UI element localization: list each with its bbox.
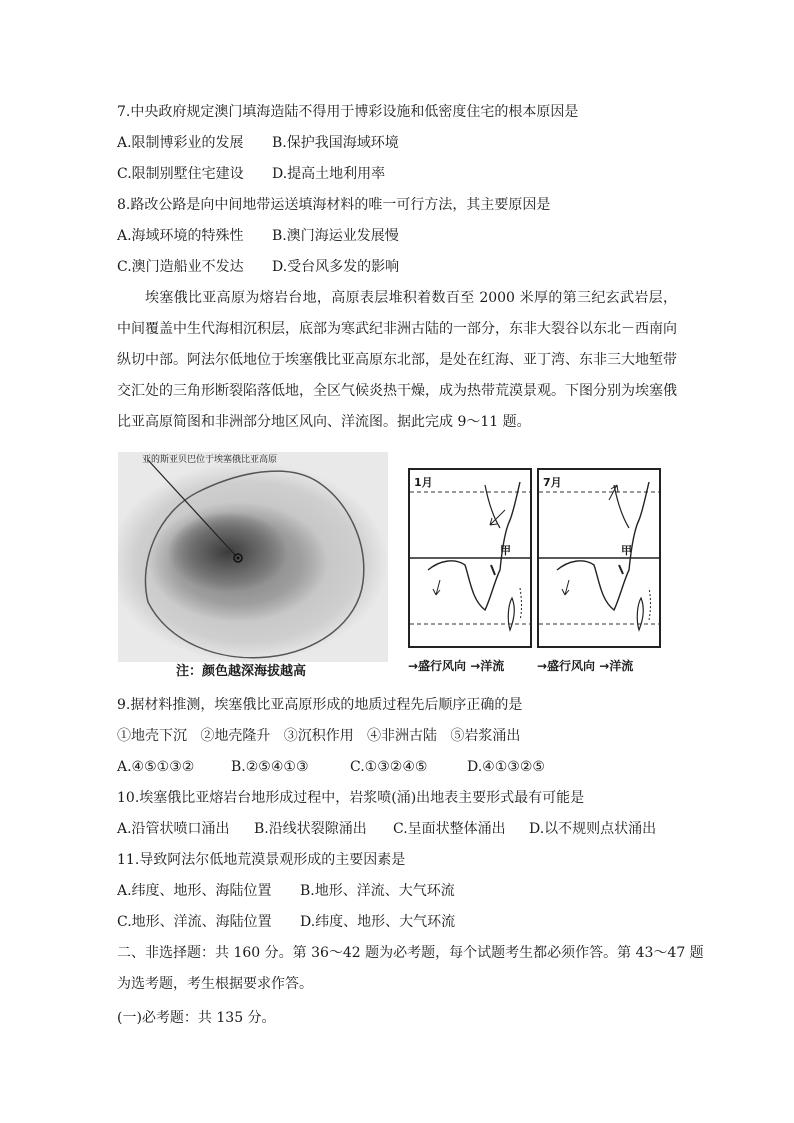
q11-option-c: C.地形、洋流、海陆位置 xyxy=(117,914,272,930)
q10-option-a: A.沿管状喷口涌出 xyxy=(117,821,230,837)
wind-current-panel-january xyxy=(408,468,532,648)
madagascar-outline xyxy=(508,598,514,630)
current-arrow-icon xyxy=(433,580,440,595)
january-map-svg xyxy=(410,470,530,646)
current-arrow-icon xyxy=(520,588,522,620)
q9-process-list: ①地壳下沉 ②地壳隆升 ③沉积作用 ④非洲古陆 ⑤岩浆涌出 xyxy=(117,728,521,744)
q11-option-d: D.纬度、地形、大气环流 xyxy=(300,914,456,930)
q8-stem: 8.路改公路是向中间地带运送填海材料的唯一可行方法，其主要原因是 xyxy=(117,197,551,213)
q9-stem: 9.据材料推测，埃塞俄比亚高原形成的地质过程先后顺序正确的是 xyxy=(117,697,523,713)
q9-option-a: A.④⑤①③② xyxy=(117,759,195,775)
capital-marker-dot xyxy=(237,557,240,560)
q8-option-a: A.海域环境的特殊性 xyxy=(117,228,244,244)
panel-month-label: 7月 xyxy=(543,476,562,489)
q8-option-b: B.澳门海运业发展慢 xyxy=(272,228,399,244)
wind-arrow-icon xyxy=(491,565,495,575)
q8-option-d: D.受台风多发的影响 xyxy=(272,259,400,275)
q10-option-d: D.以不规则点状涌出 xyxy=(529,821,657,837)
q7-option-a: A.限制博彩业的发展 xyxy=(117,135,244,151)
july-map-svg xyxy=(539,470,659,646)
location-marker-jia: 甲 xyxy=(500,544,511,557)
q11-option-b: B.地形、洋流、大气环流 xyxy=(300,883,455,899)
figure-legend-january: →盛行风向 →洋流 xyxy=(408,659,505,673)
wind-current-panel-july xyxy=(537,468,661,648)
q7-option-c: C.限制别墅住宅建设 xyxy=(117,166,244,182)
current-arrow-icon xyxy=(562,580,569,595)
q10-stem: 10.埃塞俄比亚熔岩台地形成过程中，岩浆喷(涌)出地表主要形式最有可能是 xyxy=(117,790,585,806)
current-arrow-icon xyxy=(649,588,651,620)
q9-option-b: B.②⑤④①③ xyxy=(231,759,309,775)
section2-required-heading: (一)必考题：共 135 分。 xyxy=(117,1010,276,1026)
q7-option-b: B.保护我国海域环境 xyxy=(272,135,399,151)
q10-option-c: C.呈面状整体涌出 xyxy=(393,821,506,837)
madagascar-outline xyxy=(637,598,643,630)
reading-passage: 埃塞俄比亚高原为熔岩台地，高原表层堆积着数百至 2000 米厚的第三纪玄武岩层，中间覆盖中生代海相沉积层，底部为寒武纪非洲古陆的一部分，东非大裂谷以东北－西南向纵切中部。阿法尔低地位于埃塞俄比亚高原东北部，是处在红海、亚丁湾、东非三大地堑带交汇处的三角形断裂陷落低地，全区气候炎热干燥，成为热带荒漠景观。下图分别为埃塞俄比亚高原简图和非洲部分地区风向、洋流图。据此完成 9～11 题。 xyxy=(117,290,677,430)
q11-option-a: A.纬度、地形、海陆位置 xyxy=(117,883,272,899)
q7-option-d: D.提高土地利用率 xyxy=(272,166,386,182)
figure-legend-july: →盛行风向 →洋流 xyxy=(537,659,634,673)
panel-month-label: 1月 xyxy=(414,476,433,489)
q9-option-c: C.①③②④⑤ xyxy=(350,759,428,775)
red-sea-coast xyxy=(485,485,500,528)
q11-stem: 11.导致阿法尔低地荒漠景观形成的主要因素是 xyxy=(117,852,406,868)
capital-pointer-line xyxy=(148,460,236,556)
section2-instructions-line1: 二、非选择题：共 160 分。第 36～42 题为必考题，每个试题考生都必须作答。第 43～47 题 xyxy=(117,945,704,961)
wind-arrow-icon xyxy=(619,565,623,574)
ethiopia-plateau-map xyxy=(118,452,388,662)
plateau-map-svg xyxy=(118,452,388,662)
coastline xyxy=(557,482,649,610)
plateau-outline xyxy=(145,471,363,658)
q10-option-b: B.沿线状裂隙涌出 xyxy=(254,821,367,837)
q8-option-c: C.澳门造船业不发达 xyxy=(117,259,244,275)
section2-instructions-line2: 为选考题，考生根据要求作答。 xyxy=(117,976,313,992)
location-marker-jia: 甲 xyxy=(621,544,632,557)
red-sea-coast xyxy=(614,485,629,528)
map-capital-label: 亚的斯亚贝巴位于埃塞俄比亚高原 xyxy=(142,455,278,465)
q7-stem: 7.中央政府规定澳门填海造陆不得用于博彩设施和低密度住宅的根本原因是 xyxy=(117,104,579,120)
map-caption: 注：颜色越深海拔越高 xyxy=(176,664,307,679)
q9-option-d: D.④①③②⑤ xyxy=(467,759,545,775)
